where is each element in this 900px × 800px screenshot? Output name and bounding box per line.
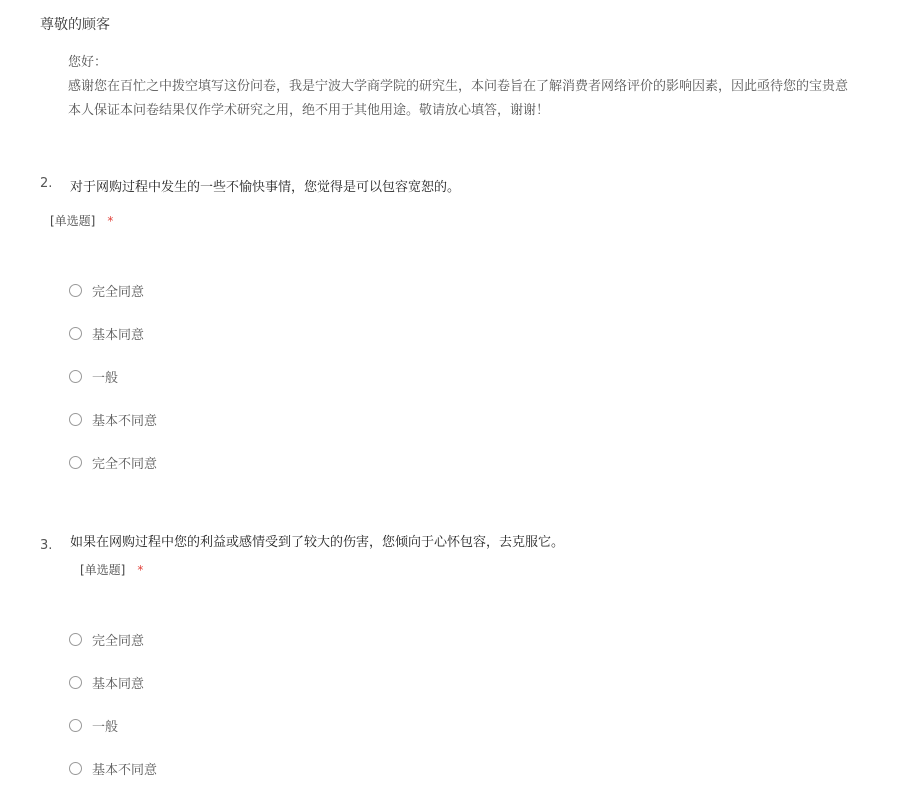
option-label: 完全同意: [92, 633, 145, 649]
question-type-label: [80, 561, 143, 578]
option-basically-disagree[interactable]: [69, 758, 157, 778]
option-neutral[interactable]: [69, 366, 118, 386]
option-label: 基本同意: [92, 327, 145, 343]
option-strongly-agree[interactable]: [69, 629, 144, 649]
radio-button[interactable]: [69, 762, 82, 775]
radio-button[interactable]: [69, 284, 82, 297]
option-label: 基本不同意: [92, 413, 158, 429]
radio-button[interactable]: [69, 327, 82, 340]
required-mark: *: [137, 563, 144, 577]
option-label: 完全不同意: [92, 456, 158, 472]
option-neutral[interactable]: [69, 715, 118, 735]
option-basically-agree[interactable]: [69, 323, 144, 343]
question-type: [单选题]: [80, 563, 126, 577]
question-text: 如果在网购过程中您的利益或感情受到了较大的伤害，您倾向于心怀包容，去克服它。: [70, 535, 565, 550]
question-number: 2.: [40, 176, 53, 191]
option-label: 基本同意: [92, 676, 145, 692]
required-mark: *: [107, 214, 114, 228]
option-label: 基本不同意: [92, 762, 158, 778]
option-strongly-agree[interactable]: [69, 280, 144, 300]
option-basically-disagree[interactable]: [69, 409, 157, 429]
intro-salutation: 您好：: [68, 55, 108, 70]
option-label: 一般: [92, 370, 119, 386]
radio-button[interactable]: [69, 633, 82, 646]
option-label: 完全同意: [92, 284, 145, 300]
radio-button[interactable]: [69, 676, 82, 689]
radio-button[interactable]: [69, 413, 82, 426]
radio-button[interactable]: [69, 370, 82, 383]
option-strongly-disagree[interactable]: [69, 452, 157, 472]
intro-line-1: 感谢您在百忙之中拨空填写这份问卷，我是宁波大学商学院的研究生，本问卷旨在了解消费者网络评价的影响因素，因此亟待您的宝贵意: [68, 79, 849, 94]
radio-button[interactable]: [69, 456, 82, 469]
question-type: [单选题]: [50, 214, 96, 228]
option-label: 一般: [92, 719, 119, 735]
intro-text: [68, 51, 848, 123]
option-basically-agree[interactable]: [69, 672, 144, 692]
question-number: 3.: [40, 538, 53, 553]
page-title: 尊敬的顾客: [40, 17, 110, 33]
question-type-label: [50, 212, 113, 229]
intro-line-2: 本人保证本问卷结果仅作学术研究之用，绝不用于其他用途。敬请放心填答，谢谢！: [68, 103, 550, 118]
question-text: 对于网购过程中发生的一些不愉快事情，您觉得是可以包容宽恕的。: [70, 180, 461, 195]
radio-button[interactable]: [69, 719, 82, 732]
